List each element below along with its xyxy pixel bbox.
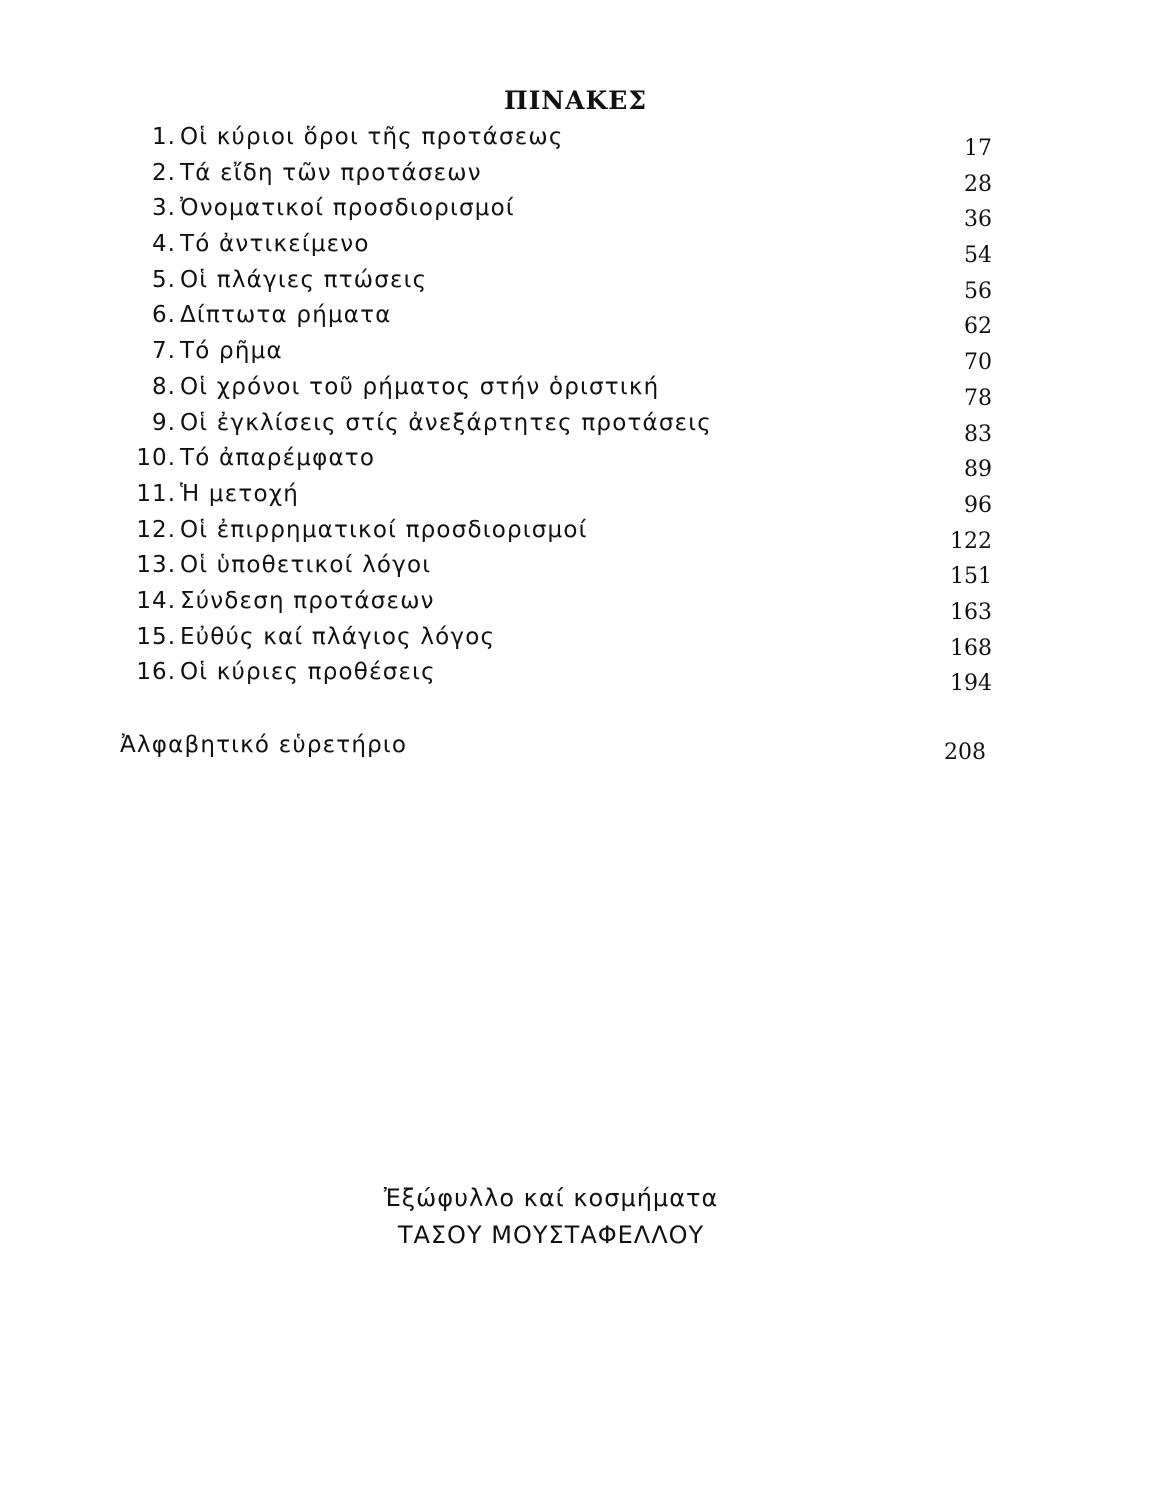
toc-entry-number: 1. [152,124,176,150]
toc-entry-page: 70 [964,350,992,376]
toc-entry-title: Εὐθύς καί πλάγιος λόγος [180,623,496,650]
toc-entry-number: 3. [152,195,176,222]
toc-entry-number: 12. [136,516,176,543]
toc-entry [130,477,1000,518]
toc-entry-number: 14. [136,587,176,614]
toc-entry-number: 5. [152,266,176,293]
index-entry-title: Ἀλφαβητικό εὑρετήριο [120,732,408,758]
toc-entry [130,441,1000,483]
toc-entry-number: 4. [152,231,176,258]
toc-entry-title: Ὀνοματικοί προσδιορισμοί [180,195,515,222]
toc-entry-title: Δίπτωτα ρήματα [180,302,392,329]
toc-entry-page: 36 [964,207,992,233]
toc-entry [130,156,1000,197]
toc-entry-number: 8. [152,373,176,400]
toc-entry-page: 168 [950,635,992,661]
toc-entry-title: Σύνδεση προτάσεων [180,587,435,614]
toc-entry-number: 7. [152,338,176,365]
toc-entry [130,370,1000,411]
table-of-contents [130,120,1000,697]
toc-entry-title: Τό ἀπαρέμφατο [180,445,376,472]
toc-entry-title: Οἱ κύριες προθέσεις [180,659,436,686]
toc-entry-page: 17 [964,136,992,161]
credits-artist-name: ΤΑΣΟΥ ΜΟΥΣΤΑΦΕΛΛΟΥ [397,1221,705,1249]
toc-entry-page: 163 [950,599,992,625]
credits-line: Ἐξώφυλλο καί κοσμήματα [383,1184,719,1212]
toc-entry [130,191,1000,233]
toc-entry-title: Οἱ χρόνοι τοῦ ρήματος στήν ὁριστική [180,373,660,400]
toc-entry-title: Οἱ ἐγκλίσεις στίς ἀνεξάρτητες προτάσεις [180,409,712,436]
toc-entry [130,334,1000,376]
toc-entry-title: Οἱ ὑποθετικοί λόγοι [180,552,432,579]
toc-entry [130,584,1000,625]
toc-entry-title: Οἱ ἐπιρρηματικοί προσδιορισμοί [180,516,588,543]
toc-entry-title: Οἱ κύριοι ὅροι τῆς προτάσεως [180,124,564,150]
toc-entry [130,620,1000,661]
toc-entry [130,298,1000,340]
toc-entry [130,263,1000,304]
toc-entry-number: 2. [152,159,176,186]
toc-entry-page: 78 [964,385,992,411]
index-entry-page: 208 [944,740,986,765]
toc-entry-number: 6. [152,302,176,329]
toc-entry [130,655,1000,697]
toc-entry-number: 13. [136,552,176,579]
page-title: ΠΙΝΑΚΕΣ [503,86,647,115]
toc-entry-page: 194 [950,671,992,697]
toc-entry-title: Τό ρῆμα [180,338,283,365]
toc-entry [130,120,1000,161]
toc-entry-page: 122 [950,528,992,554]
toc-entry-number: 9. [152,409,176,436]
index-entry [120,732,1000,772]
toc-entry-page: 96 [964,492,992,518]
toc-entry-number: 11. [136,480,176,507]
toc-entry-page: 89 [964,457,992,483]
toc-entry-page: 28 [964,171,992,197]
toc-entry-number: 16. [136,659,176,686]
toc-entry-title: Τά εἴδη τῶν προτάσεων [180,159,482,186]
toc-entry-number: 10. [136,445,176,472]
toc-entry-title: Ἡ μετοχή [180,480,299,507]
toc-entry-title: Τό ἀντικείμενο [180,231,370,258]
toc-entry [130,227,1000,269]
toc-entry [130,513,1000,554]
cover-credits [0,1180,1102,1254]
toc-entry-page: 62 [964,314,992,340]
toc-entry [130,548,1000,590]
toc-entry-number: 15. [136,623,176,650]
toc-entry [130,406,1000,447]
toc-entry-page: 151 [950,564,992,590]
toc-entry-page: 54 [964,243,992,269]
toc-entry-title: Οἱ πλάγιες πτώσεις [180,266,428,293]
toc-entry-page: 83 [964,421,992,447]
toc-entry-page: 56 [964,278,992,304]
